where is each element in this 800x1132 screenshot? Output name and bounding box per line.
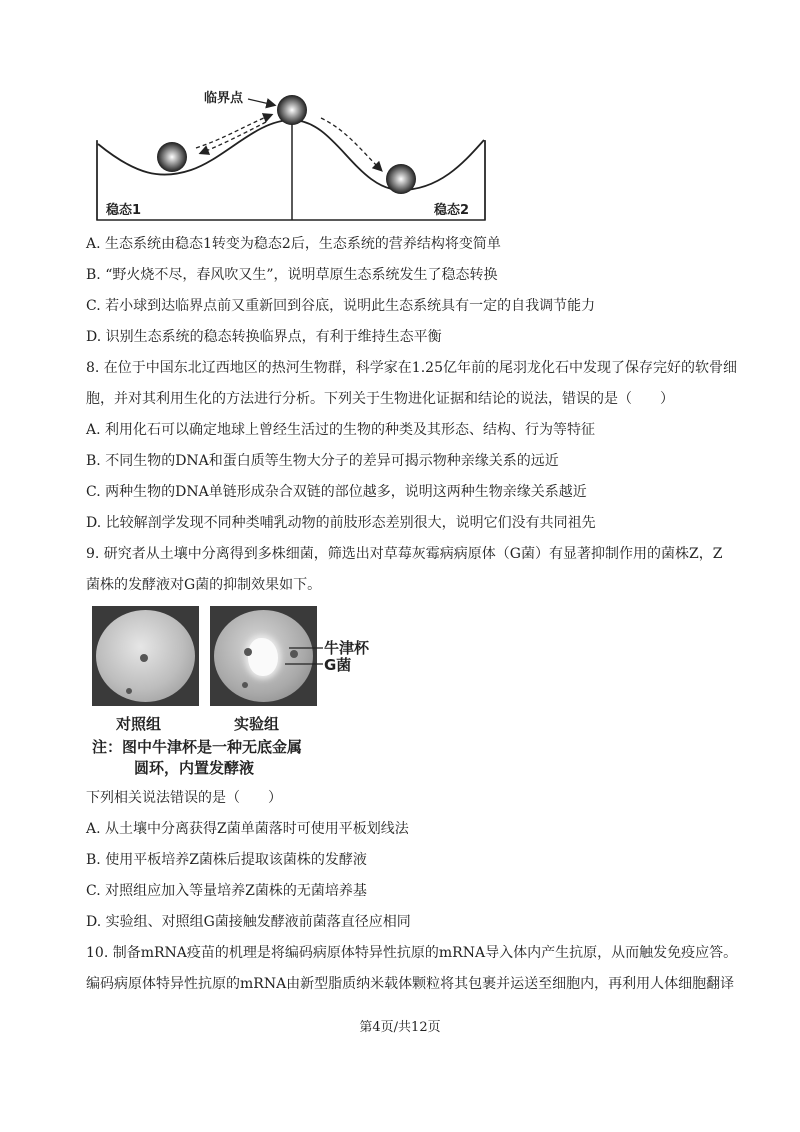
q7-option-c: C. 若小球到达临界点前又重新回到谷底，说明此生态系统具有一定的自我调节能力 (86, 298, 596, 314)
control-dish-photo (92, 606, 199, 706)
control-plate (96, 610, 195, 702)
q7-option-a: A. 生态系统由稳态1转变为稳态2后，生态系统的营养结构将变简单 (86, 236, 501, 252)
label-experiment-group: 实验组 (234, 715, 280, 733)
q7-option-b: B. “野火烧不尽，春风吹又生”，说明草原生态系统发生了稳态转换 (86, 267, 498, 283)
q9-question: 下列相关说法错误的是（ ） (86, 790, 282, 806)
label-state1: 稳态1 (106, 203, 142, 218)
q8-option-c: C. 两种生物的DNA单链形成杂合双链的部位越多，说明这两种生物亲缘关系越近 (86, 484, 587, 500)
oxford-cup-hole (244, 648, 252, 656)
label-critical-point: 临界点 (204, 91, 244, 106)
q8-stem-line1: 8. 在位于中国东北辽西地区的热河生物群，科学家在1.25亿年前的尾羽龙化石中发现了保存完好的软骨细 (86, 360, 737, 376)
q9-stem-line1: 9. 研究者从土壤中分离得到多株细菌，筛选出对草莓灰霉病病原体（G菌）有显著抑制作用的菌株Z，Z (86, 546, 723, 562)
oxford-cup-hole (242, 682, 248, 688)
figure-note-line2: 圆环，内置发酵液 (134, 759, 255, 777)
label-g-bacteria: G菌 (324, 656, 352, 674)
page-footer: 第4页/共12页 (359, 1020, 441, 1035)
diagram-frame (97, 140, 485, 220)
q9-option-c: C. 对照组应加入等量培养Z菌株的无菌培养基 (86, 883, 367, 899)
oxford-cup-hole (126, 688, 132, 694)
q8-stem-line2: 胞，并对其利用生化的方法进行分析。下列关于生物进化证据和结论的说法，错误的是（ ） (86, 391, 674, 407)
q8-option-d: D. 比较解剖学发现不同种类哺乳动物的前肢形态差别很大，说明它们没有共同祖先 (86, 515, 596, 531)
stability-diagram (96, 80, 488, 222)
oxford-cup-hole (140, 654, 148, 662)
q9-option-a: A. 从土壤中分离获得Z菌单菌落时可使用平板划线法 (86, 821, 409, 837)
figure-note-line1: 注：图中牛津杯是一种无底金属 (92, 738, 303, 756)
label-oxford-cup: 牛津杯 (324, 639, 370, 657)
ball-state1 (157, 142, 187, 172)
g-bacteria-colony (248, 638, 278, 676)
label-control-group: 对照组 (116, 715, 162, 733)
ball-state2 (386, 164, 416, 194)
ball-critical (277, 95, 307, 125)
q7-option-d: D. 识别生态系统的稳态转换临界点，有利于维持生态平衡 (86, 329, 442, 345)
q8-option-a: A. 利用化石可以确定地球上曾经生活过的生物的种类及其形态、结构、行为等特征 (86, 422, 596, 438)
q10-stem-line2: 编码病原体特异性抗原的mRNA由新型脂质纳米载体颗粒将其包裹并运送至细胞内，再利用人体细胞翻译 (86, 976, 735, 992)
q8-option-b: B. 不同生物的DNA和蛋白质等生物大分子的差异可揭示物种亲缘关系的远近 (86, 453, 559, 469)
q9-stem-line2: 菌株的发酵液对G菌的抑制效果如下。 (86, 577, 322, 593)
q9-option-b: B. 使用平板培养Z菌株后提取该菌株的发酵液 (86, 852, 367, 868)
q10-stem-line1: 10. 制备mRNA疫苗的机理是将编码病原体特异性抗原的mRNA导入体内产生抗原，从而触发免疫应答。 (86, 945, 738, 961)
label-state2: 稳态2 (434, 203, 470, 218)
pointer-lines (285, 640, 325, 670)
q9-option-d: D. 实验组、对照组G菌接触发酵液前菌落直径应相同 (86, 914, 411, 930)
